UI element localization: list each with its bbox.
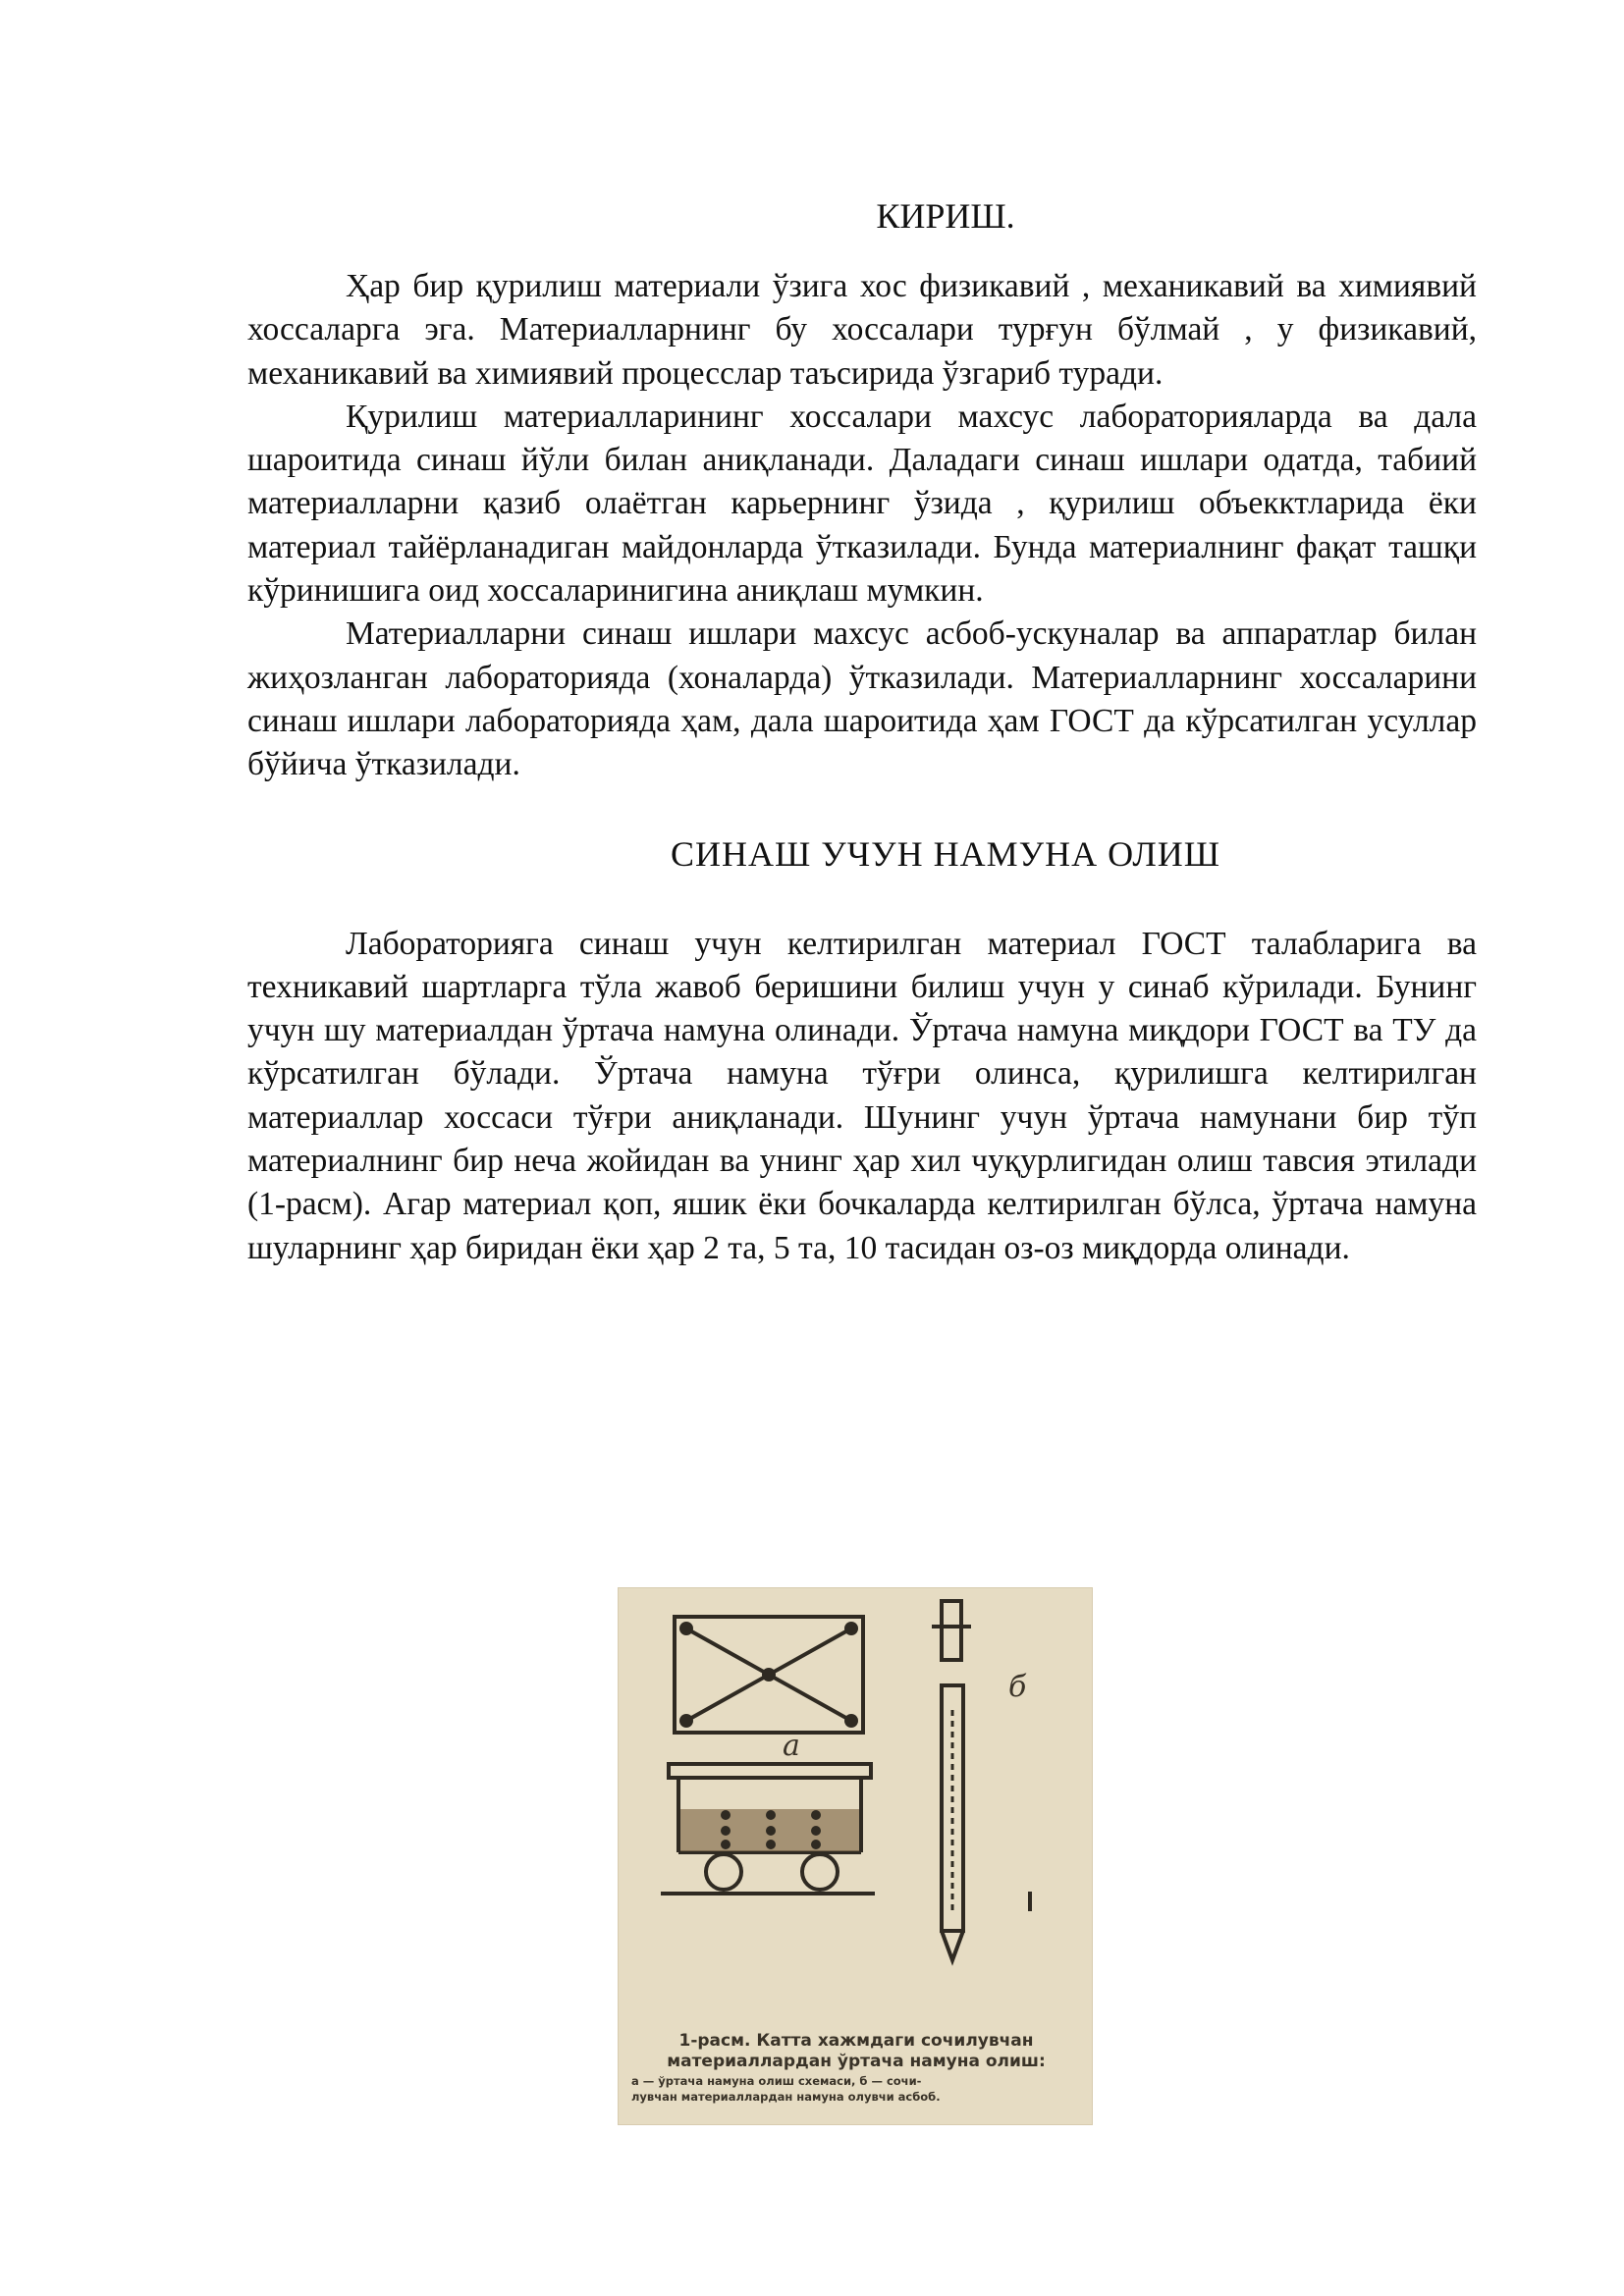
section-heading-sampling: СИНАШ УЧУН НАМУНА ОЛИШ [670,833,1221,874]
figure-caption [625,2031,1087,2104]
paragraph: Материалларни синаш ишлари махсус асбоб-ускуналар ва аппаратлар билан жиҳозланган лабораторияда (хоналарда) ўтказилади. Материалларнинг хоссаларини синаш ишлари лабораторияда ҳам, дала шароитида ҳам ГОСТ да кўрсатилган усуллар бўйича ўтказилади. [247,615,1477,783]
caption-line: 1-расм. Катта хажмдаги сочилувчан [678,2031,1034,2051]
paragraph: Ҳар бир қурилиш материали ўзига хос физикавий , механикавий ва химиявий хоссаларга эга. Материалларнинг бу хоссалари турғун бўлмай , у физикавий, механикавий ва химиявий процесслар таъсирида ўзгариб туради. [247,268,1477,392]
caption-note: лувчан материаллардан намуна олувчи асбоб. [631,2090,941,2104]
paragraph: Лабораторияга синаш учун келтирилган материал ГОСТ талабларига ва техникавий шартларга тўла жавоб беришини билиш учун у синаб кўрилади. Бунинг учун шу материалдан ўртача намуна олинади. Ўртача намуна миқдори ГОСТ ва ТУ да кўрсатилган бўлади. Ўртача намуна тўғри олинса, қурилишга келтирилган материаллар хоссаси тўғри аниқланади. Шунинг учун ўртача намунани бир тўп материалнинг бир неча жойидан ва унинг ҳар хил чуқурлигидан олиш тавсия этилади (1-расм). Агар материал қоп, яшик ёки бочкаларда келтирилган бўлса, ўртача намуна шуларнинг ҳар биридан ёки ҳар 2 та, 5 та, 10 тасидан оз-оз миқдорда олинади. [247,925,1477,1266]
cart-material-fill [680,1809,859,1851]
document-body [247,194,1477,1270]
cart-wheel [706,1854,741,1890]
figure-sampling-scheme [618,1587,1093,2125]
figure-label-b: б [1008,1670,1027,1704]
caption-line: материаллардан ўртача намуна олиш: [667,2052,1046,2071]
paragraph: Қурилиш материалларининг хоссалари махсус лабораторияларда ва дала шароитида синаш йўли билан аниқланади. Даладаги синаш ишлари одатда, табиий материалларни қазиб олаётган карьернинг ўзида , қурилиш объекктларида ёки материал тайёрланадиган майдонларда ўтказилади. Бунда материалнинг фақат ташқи кўринишига оид хоссаларинигина аниқлаш мумкин. [247,398,1477,610]
section-heading-intro: КИРИШ. [876,196,1015,236]
cart-wheel [802,1854,838,1890]
caption-note: а — ўртача намуна олиш схемаси, б — сочи- [631,2074,922,2088]
figure-label-a: а [783,1729,800,1763]
cart-top [669,1764,871,1778]
